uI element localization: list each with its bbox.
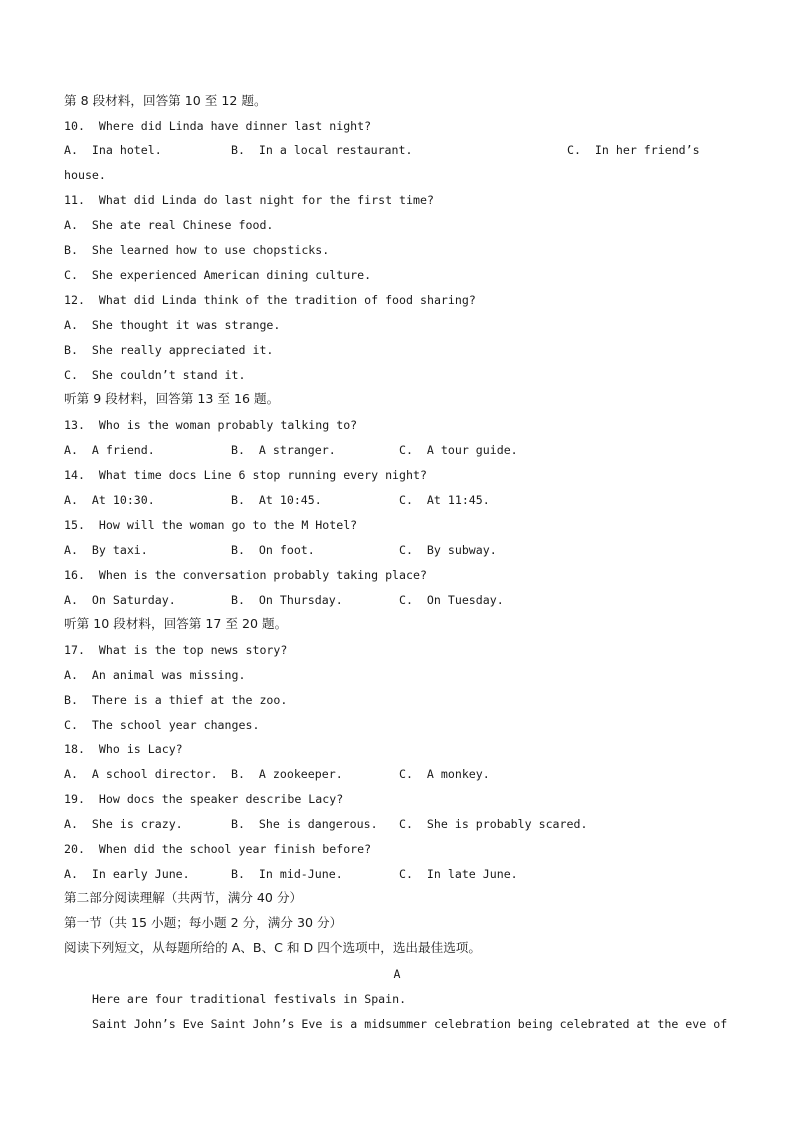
q19-option-a: A. She is crazy. [64,817,183,831]
question-15: 15. How will the woman go to the M Hotel? [64,518,358,532]
q20-option-c: C. In late June. [399,867,518,881]
q10-option-c-wrap: house. [64,168,106,182]
q18-option-b: B. A zookeeper. [231,767,343,781]
section-8-heading: 第 8 段材料，回答第 10 至 12 题。 [64,93,267,108]
passage-label: A [393,967,401,981]
question-19: 19. How docs the speaker describe Lacy? [64,792,344,806]
q20-option-a: A. In early June. [64,867,190,881]
question-18: 18. Who is Lacy? [64,742,183,756]
q17-option-c: C. The school year changes. [64,718,260,732]
q13-option-c: C. A tour guide. [399,443,518,457]
q19-option-b: B. She is dangerous. [231,817,378,831]
q16-option-b: B. On Thursday. [231,593,343,607]
part-2-heading: 第二部分阅读理解（共两节，满分 40 分） [64,890,303,905]
q11-option-a: A. She ate real Chinese food. [64,218,274,232]
passage-paragraph-1: Here are four traditional festivals in Spain. [92,992,407,1006]
q18-option-c: C. A monkey. [399,767,490,781]
q16-option-a: A. On Saturday. [64,593,176,607]
reading-instruction: 阅读下列短文，从每题所给的 A、B、C 和 D 四个选项中，选出最佳选项。 [64,940,481,955]
q16-option-c: C. On Tuesday. [399,593,504,607]
question-20: 20. When did the school year finish before? [64,842,372,856]
q15-option-a: A. By taxi. [64,543,148,557]
question-11: 11. What did Linda do last night for the first time? [64,193,434,207]
q17-option-a: A. An animal was missing. [64,668,246,682]
q15-option-b: B. On foot. [231,543,315,557]
q11-option-b: B. She learned how to use chopsticks. [64,243,330,257]
q12-option-c: C. She couldn’t stand it. [64,368,246,382]
q20-option-b: B. In mid-June. [231,867,343,881]
q10-option-c: C. In her friend’s [567,143,700,157]
section-1-heading: 第一节（共 15 小题；每小题 2 分，满分 30 分） [64,915,343,930]
question-10: 10. Where did Linda have dinner last night? [64,119,372,133]
question-16: 16. When is the conversation probably taking place? [64,568,427,582]
question-13: 13. Who is the woman probably talking to? [64,418,358,432]
section-10-heading: 听第 10 段材料，回答第 17 至 20 题。 [64,616,288,631]
question-14: 14. What time docs Line 6 stop running every night? [64,468,427,482]
q10-option-a: A. Ina hotel. [64,143,162,157]
question-12: 12. What did Linda think of the tradition of food sharing? [64,293,476,307]
section-9-heading: 听第 9 段材料，回答第 13 至 16 题。 [64,391,280,406]
q14-option-a: A. At 10:30. [64,493,155,507]
q15-option-c: C. By subway. [399,543,497,557]
question-17: 17. What is the top news story? [64,643,288,657]
q17-option-b: B. There is a thief at the zoo. [64,693,288,707]
q12-option-b: B. She really appreciated it. [64,343,274,357]
q13-option-b: B. A stranger. [231,443,336,457]
q14-option-c: C. At 11:45. [399,493,490,507]
q10-option-b: B. In a local restaurant. [231,143,413,157]
q11-option-c: C. She experienced American dining culture. [64,268,372,282]
q12-option-a: A. She thought it was strange. [64,318,281,332]
passage-paragraph-2: Saint John’s Eve Saint John’s Eve is a midsummer celebration being celebrated at the eve of [92,1017,728,1031]
q13-option-a: A. A friend. [64,443,155,457]
q14-option-b: B. At 10:45. [231,493,322,507]
q19-option-c: C. She is probably scared. [399,817,588,831]
q18-option-a: A. A school director. [64,767,218,781]
